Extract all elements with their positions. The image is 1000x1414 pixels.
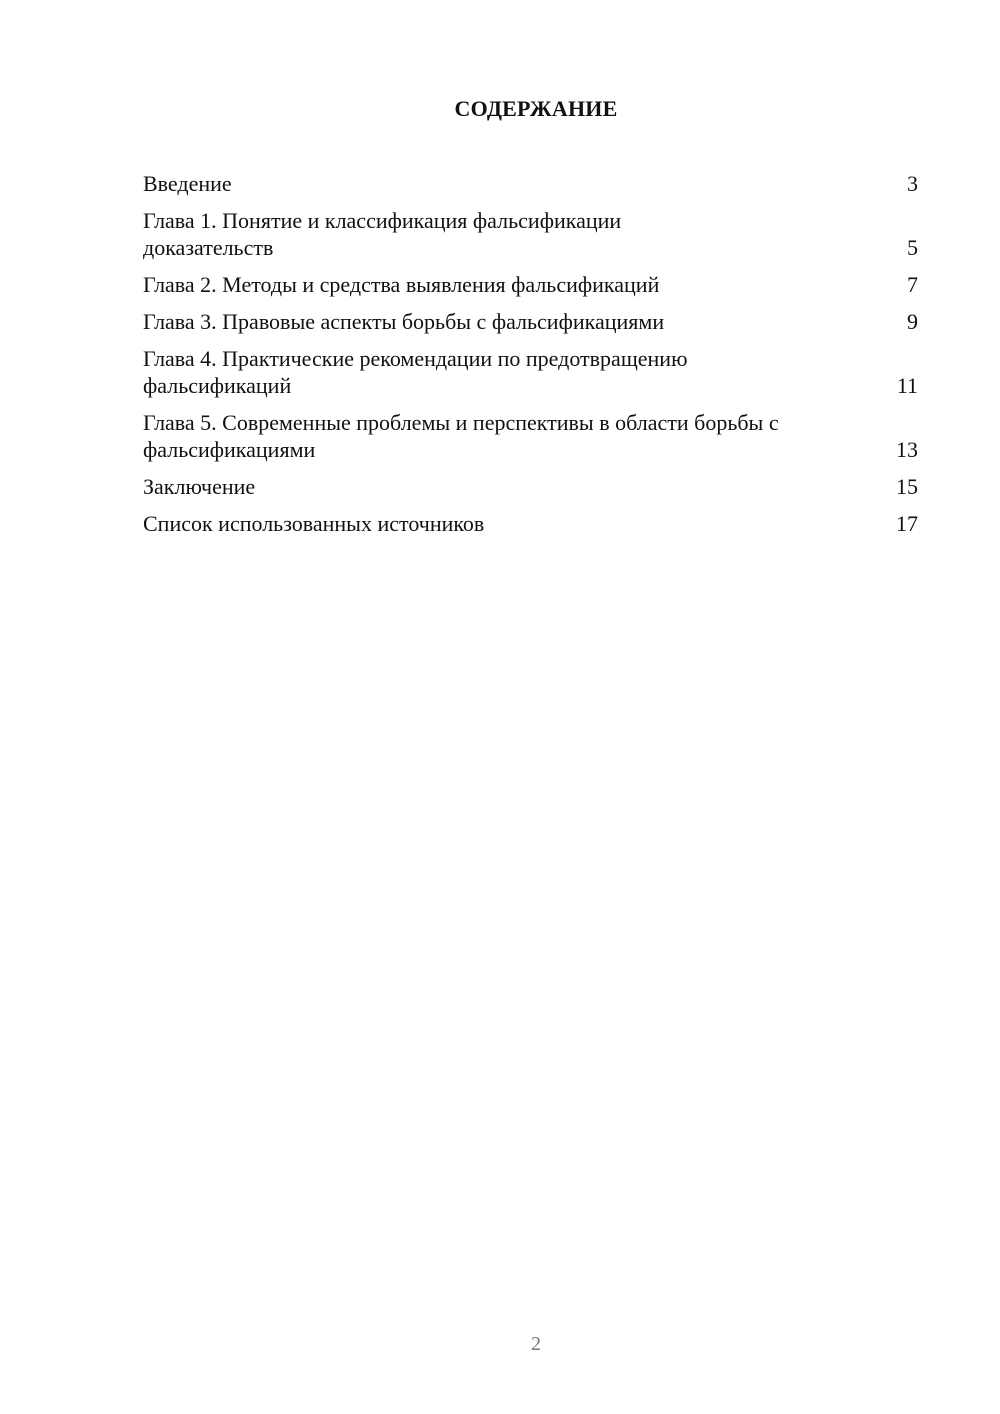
toc-entry-text: Введение [143, 171, 232, 196]
table-of-contents [143, 170, 918, 547]
toc-entry-references [143, 510, 918, 537]
page-number: 2 [531, 1333, 541, 1355]
toc-entry-text: Глава 4. Практические рекомендации по предотвращению фальсификаций [143, 346, 688, 398]
toc-entry-page: 5 [907, 235, 918, 260]
toc-entry-page: 13 [896, 437, 918, 462]
toc-entry-chapter-3 [143, 308, 918, 335]
toc-entry-chapter-4 [143, 345, 918, 399]
toc-entry-text: Заключение [143, 474, 256, 499]
toc-entry-text: Глава 5. Современные проблемы и перспективы в области борьбы с фальсификациями [143, 410, 779, 462]
toc-entry-page: 3 [907, 171, 918, 196]
toc-entry-page: 9 [907, 309, 918, 334]
toc-title: СОДЕРЖАНИЕ [454, 96, 618, 121]
toc-entry-page: 11 [896, 373, 918, 398]
toc-entry-chapter-2 [143, 271, 918, 298]
toc-entry-text: Список использованных источников [143, 511, 485, 536]
toc-entry-chapter-1 [143, 207, 918, 261]
toc-entry-page: 7 [907, 272, 918, 297]
toc-entry-page: 15 [896, 474, 918, 499]
toc-entry-introduction [143, 170, 918, 197]
toc-entry-conclusion [143, 473, 918, 500]
toc-entry-text: Глава 2. Методы и средства выявления фальсификаций [143, 272, 660, 297]
toc-entry-text: Глава 3. Правовые аспекты борьбы с фальсификациями [143, 309, 665, 334]
toc-entry-page: 17 [896, 511, 918, 536]
toc-entry-text: Глава 1. Понятие и классификация фальсификации доказательств [143, 208, 622, 260]
toc-entry-chapter-5 [143, 409, 918, 463]
